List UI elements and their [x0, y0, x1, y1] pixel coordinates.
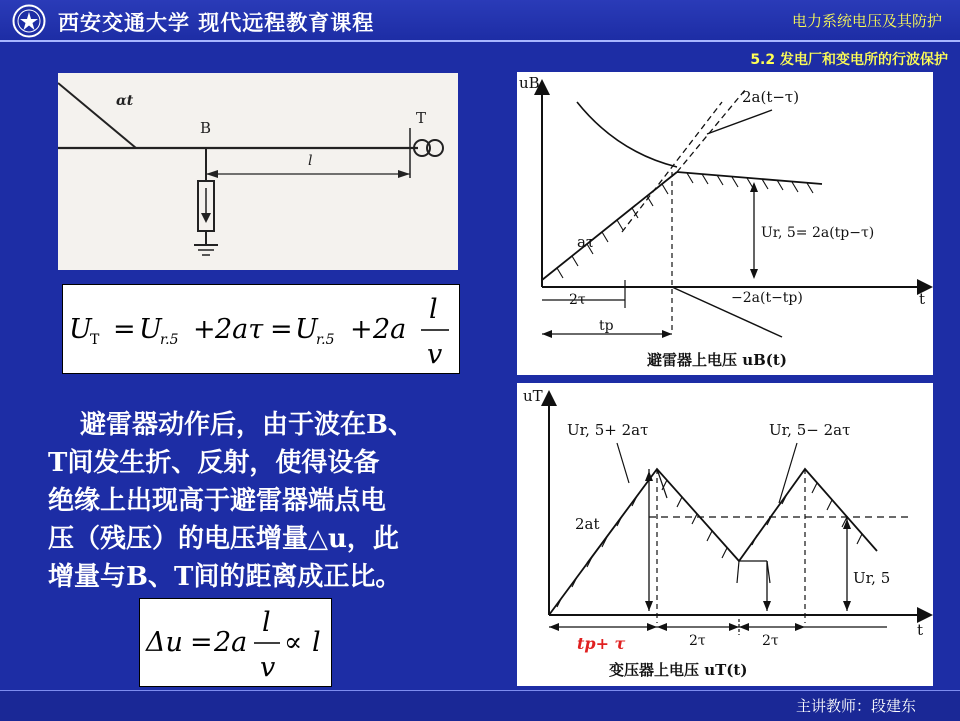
ub-label-tp: tp: [599, 318, 614, 334]
ut-label-2tau-a: 2τ: [689, 633, 706, 649]
f1-sub-r5b: r.5: [316, 332, 335, 348]
ub-t-label: t: [919, 290, 926, 308]
ub-label-2tau: 2τ: [569, 292, 586, 308]
f1-eq2: =: [270, 314, 293, 345]
chart-arrester-voltage: [517, 72, 933, 375]
ut-caption: 变压器上电压 uT(t): [609, 661, 748, 679]
f1-eq1: =: [113, 314, 136, 345]
teacher-label: 主讲教师：段建东: [795, 697, 916, 715]
f1-v: v: [427, 339, 443, 370]
ut-label-peak1: Ur, 5+ 2aτ: [567, 421, 649, 439]
ut-axis-label: uT: [523, 387, 543, 405]
f1-u3: U: [295, 314, 318, 345]
ut-label-tp-tau: tp+ τ: [577, 634, 626, 653]
ub-label-ur: Ur, 5= 2a(tp−τ): [761, 225, 875, 241]
circuit-diagram: [58, 73, 458, 270]
f2-l: l: [262, 607, 271, 638]
f1-sub-r5: r.5: [160, 332, 179, 348]
f1-plus2: +: [350, 314, 373, 345]
f2-delta-u: Δu: [146, 627, 183, 658]
f1-u2: U: [139, 314, 162, 345]
f1-l: l: [429, 294, 438, 325]
desc-line-5: 增量与B、T间的距离成正比。: [48, 562, 402, 592]
label-at: αt: [116, 93, 134, 109]
f1-plus1: +: [193, 314, 216, 345]
description-text: [48, 406, 488, 596]
f1-2atau: 2aτ: [215, 314, 264, 345]
ut-label-peak2: Ur, 5− 2aτ: [769, 421, 851, 439]
f2-eq: =: [190, 627, 213, 658]
f1-u: U: [69, 314, 92, 345]
ut-label-2tau-b: 2τ: [762, 633, 779, 649]
school-title: 西安交通大学 现代远程教育课程: [58, 11, 375, 35]
ub-label-rising: 2a(t−τ): [742, 88, 800, 106]
ut-t-label: t: [917, 621, 924, 639]
header: [0, 0, 960, 72]
label-l: l: [308, 153, 313, 169]
desc-line-3: 绝缘上出现高于避雷器端点电: [48, 486, 387, 516]
label-b: B: [200, 119, 212, 137]
f1-sub-t: T: [90, 332, 100, 348]
desc-line-1: 避雷器动作后，由于波在B、: [80, 410, 414, 440]
f2-propto: ∝: [284, 627, 303, 658]
university-logo-icon: [12, 4, 46, 38]
header-divider: [0, 40, 960, 42]
ub-caption: 避雷器上电压 uB(t): [647, 351, 787, 369]
label-t: T: [416, 109, 427, 127]
f2-l2: l: [312, 627, 321, 658]
desc-line-4: 压（残压）的电压增量△u，此: [48, 524, 399, 554]
chart-transformer-voltage: [517, 383, 933, 686]
f2-v: v: [260, 652, 276, 683]
ut-label-ur: Ur, 5: [853, 569, 891, 587]
formula-ut: [62, 284, 460, 374]
course-title: 电力系统电压及其防护: [791, 12, 942, 30]
f1-2a: 2a: [373, 314, 407, 345]
ub-axis-label: uB: [519, 74, 540, 92]
ub-label-falling: −2a(t−tp): [731, 290, 803, 306]
ub-label-atau: aτ: [577, 233, 595, 251]
f2-2a: 2a: [214, 627, 248, 658]
ut-label-2at: 2at: [575, 515, 600, 533]
desc-line-2: T间发生折、反射，使得设备: [48, 448, 380, 478]
section-title: 5.2 发电厂和变电所的行波保护: [750, 52, 948, 68]
formula-delta-u: [139, 598, 332, 687]
